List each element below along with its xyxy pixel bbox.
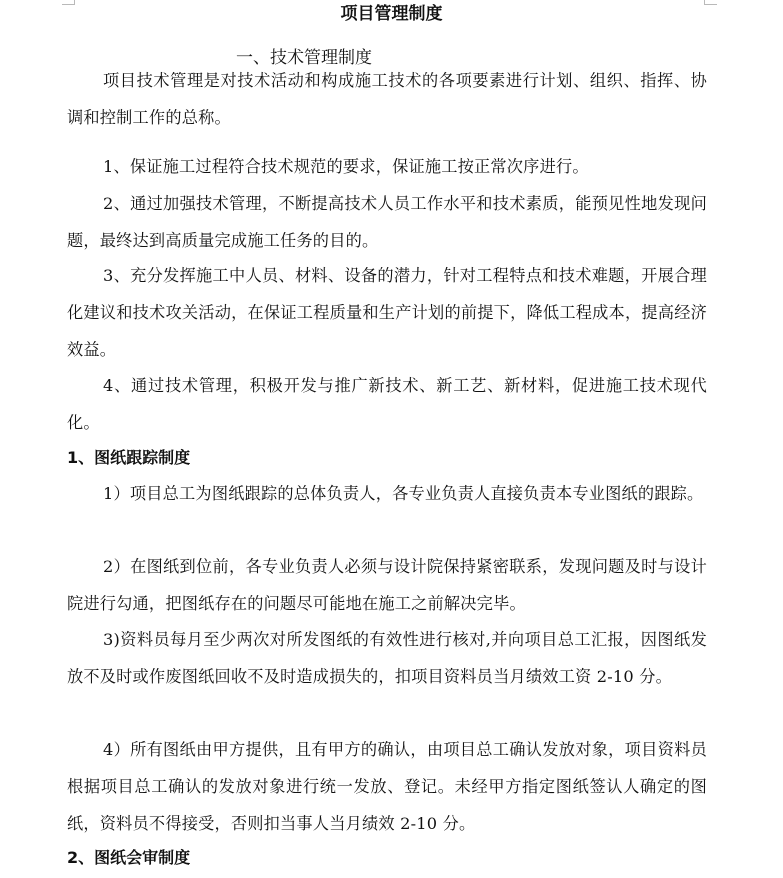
section-title: 一、技术管理制度 xyxy=(236,48,372,68)
heading-drawing-tracking: 1、图纸跟踪制度 xyxy=(67,448,191,467)
sub-point-paragraph-3: 3)资料员每月至少两次对所发图纸的有效性进行核对,并向项目总工汇报，因图纸发放不及时或作废图纸回收不及时造成损失的，扣项目资料员当月绩效工资 2-10 分。 xyxy=(67,630,707,686)
point-paragraph-1: 1、保证施工过程符合技术规范的要求，保证施工按正常次序进行。 xyxy=(103,157,589,176)
intro-paragraph: 项目技术管理是对技术活动和构成施工技术的各项要素进行计划、组织、指挥、协调和控制工作的总称。 xyxy=(67,71,707,127)
point-paragraph-3: 3、充分发挥施工中人员、材料、设备的潜力，针对工程特点和技术难题，开展合理化建议和技术攻关活动，在保证工程质量和生产计划的前提下，降低工程成本，提高经济效益。 xyxy=(67,266,707,359)
point-paragraph-4: 4、通过技术管理，积极开发与推广新技术、新工艺、新材料，促进施工技术现代化。 xyxy=(67,376,707,432)
document-title: 项目管理制度 xyxy=(340,4,443,24)
sub-point-paragraph-2: 2）在图纸到位前，各专业负责人必须与设计院保持紧密联系，发现问题及时与设计院进行勾通，把图纸存在的问题尽可能地在施工之前解决完毕。 xyxy=(67,557,707,613)
sub-point-paragraph-4: 4）所有图纸由甲方提供，且有甲方的确认，由项目总工确认发放对象，项目资料员根据项目总工确认的发放对象进行统一发放、登记。未经甲方指定图纸签认人确定的图纸，资料员不得接受，否则扣当事人当月绩效 2-10 分。 xyxy=(67,740,707,833)
heading-drawing-review: 2、图纸会审制度 xyxy=(67,848,191,867)
point-paragraph-2: 2、通过加强技术管理，不断提高技术人员工作水平和技术素质，能预见性地发现问题，最终达到高质量完成施工任务的目的。 xyxy=(67,194,707,250)
sub-point-paragraph-1: 1）项目总工为图纸跟踪的总体负责人，各专业负责人直接负责本专业图纸的跟踪。 xyxy=(103,484,704,503)
